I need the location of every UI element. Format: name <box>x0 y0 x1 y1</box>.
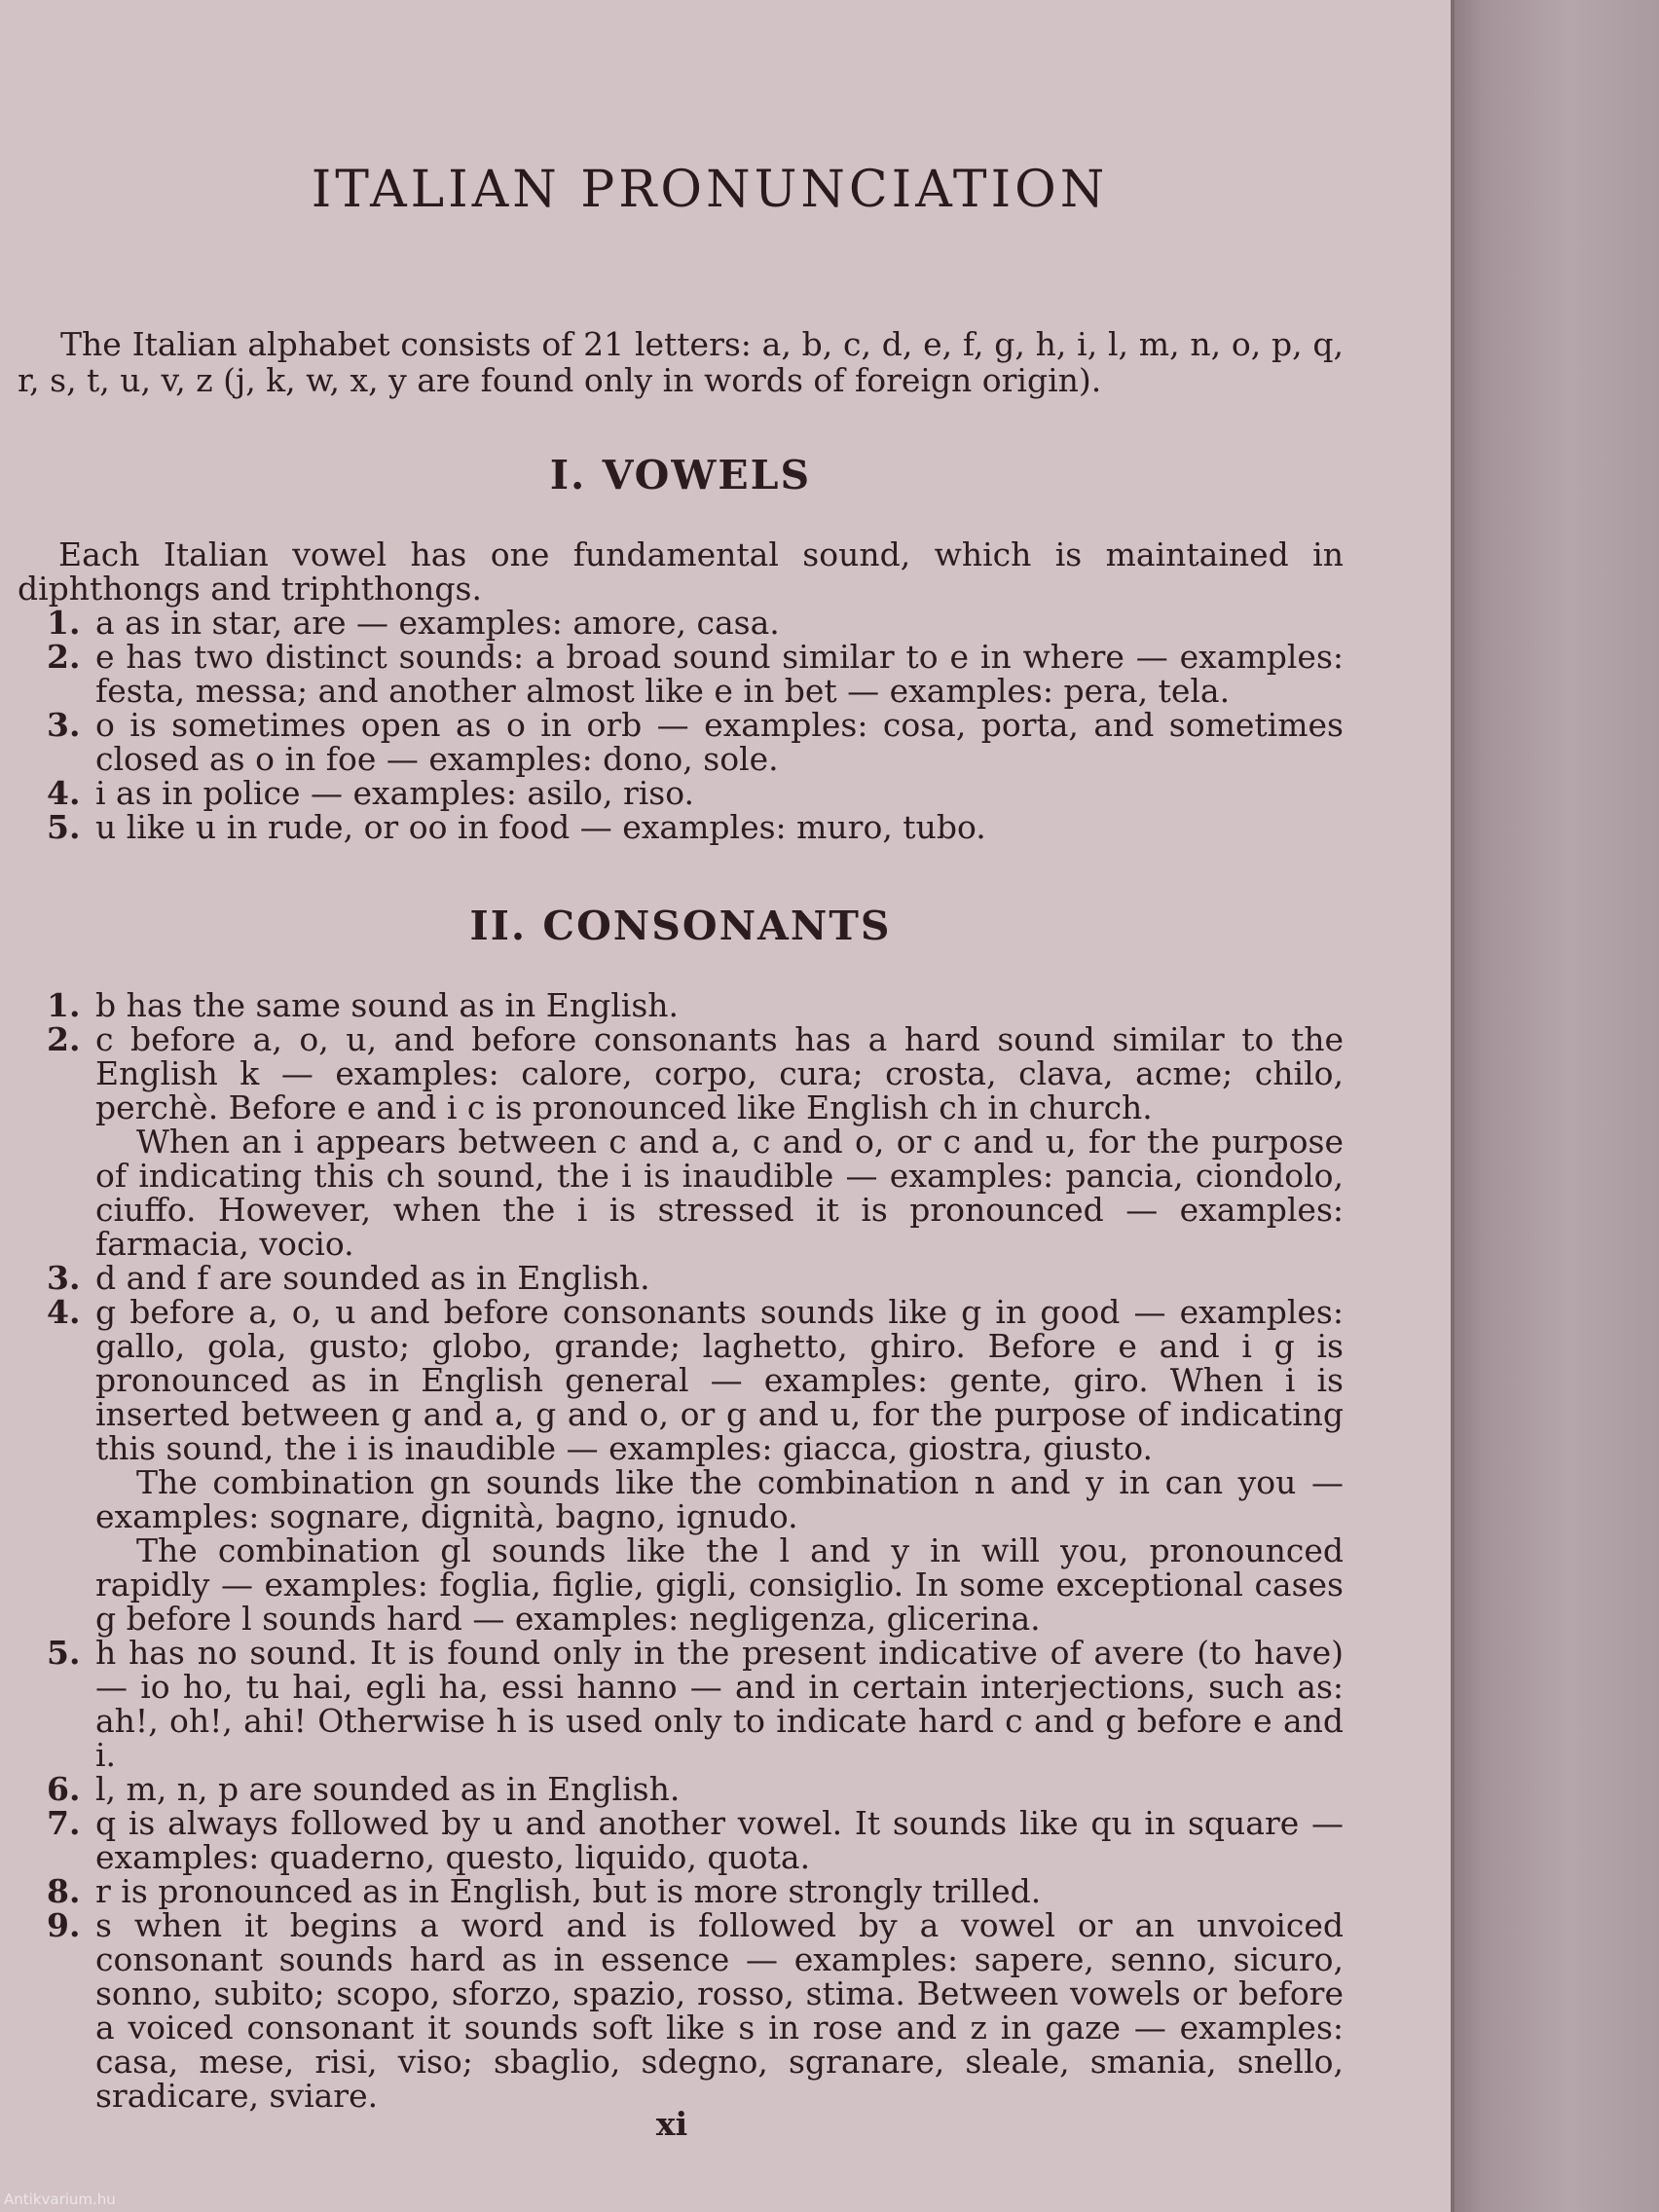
vowel-item-number: 3. <box>47 706 81 744</box>
consonant-list <box>18 988 1344 2113</box>
consonant-item-text: d and f are sounded as in English. <box>95 1259 650 1297</box>
consonant-item-number: 9. <box>47 1906 81 1944</box>
vowel-list <box>18 606 1344 844</box>
vowel-item-number: 5. <box>47 808 81 846</box>
consonant-item <box>18 1261 1344 1295</box>
consonant-item-number: 5. <box>47 1634 81 1672</box>
consonant-item-number: 6. <box>47 1770 81 1808</box>
consonant-item-subparagraph: When an i appears between c and a, c and o, or c and u, for the purpose of indicating this ch sound, the i is inaudible — examples: pancia, ciondolo, ciuffo. However, when the i is stressed it is pronounced — examples: farmacia, vocio. <box>95 1123 1344 1263</box>
consonant-item-number: 4. <box>47 1293 81 1331</box>
consonant-item-text: c before a, o, u, and before consonants has a hard sound similar to the English k — examples: calore, corpo, cura; crosta, clava, acme; chilo, perchè. Before e and i c is pronounced like English ch in church. <box>95 1020 1344 1126</box>
consonant-item <box>18 1295 1344 1636</box>
vowel-item <box>18 776 1344 810</box>
consonant-item <box>18 1908 1344 2113</box>
consonants-heading: II. CONSONANTS <box>469 903 892 949</box>
vowel-item-text: e has two distinct sounds: a broad sound similar to e in where — examples: festa, messa; and another almost like e in bet — examples: pera, tela. <box>95 638 1344 710</box>
alphabet-intro: The Italian alphabet consists of 21 letters: a, b, c, d, e, f, g, h, i, l, m, n, o, p, q, r, s, t, u, v, z (j, k, w, x, y are found only in words of foreign origin). <box>18 325 1344 399</box>
consonant-item <box>18 988 1344 1022</box>
consonant-item <box>18 1874 1344 1908</box>
page-number: xi <box>655 2105 688 2143</box>
vowel-item <box>18 708 1344 776</box>
vowel-item-number: 1. <box>47 604 81 642</box>
vowel-item <box>18 640 1344 708</box>
page-edge-line <box>1451 0 1455 2212</box>
consonant-item-number: 2. <box>47 1020 81 1058</box>
page-edge-shadow <box>1454 0 1659 2212</box>
consonant-item <box>18 1772 1344 1806</box>
consonant-item-text: b has the same sound as in English. <box>95 986 679 1024</box>
consonant-item-number: 3. <box>47 1259 81 1297</box>
vowel-item-text: u like u in rude, or oo in food — examples: muro, tubo. <box>95 808 986 846</box>
vowel-item-text: i as in police — examples: asilo, riso. <box>95 774 694 812</box>
consonant-item-subparagraph: The combination gn sounds like the combination n and y in can you — examples: sognare, dignità, bagno, ignudo. <box>95 1463 1344 1535</box>
consonant-item-subparagraph: The combination gl sounds like the l and y in will you, pronounced rapidly — examples: foglia, figlie, gigli, consiglio. In some exceptional cases g before l sounds hard — examples: negligenza, glicerina. <box>95 1531 1344 1638</box>
consonant-item-number: 7. <box>47 1804 81 1842</box>
page-title: ITALIAN PRONUNCIATION <box>311 161 1109 219</box>
consonant-item-number: 1. <box>47 986 81 1024</box>
vowel-item-number: 2. <box>47 638 81 676</box>
page-content <box>18 161 1344 2113</box>
vowel-item-number: 4. <box>47 774 81 812</box>
consonant-item <box>18 1636 1344 1772</box>
consonant-item-text: l, m, n, p are sounded as in English. <box>95 1770 681 1808</box>
consonant-item-text: q is always followed by u and another vowel. It sounds like qu in square — examples: quaderno, questo, liquido, quota. <box>95 1804 1344 1876</box>
consonant-item <box>18 1806 1344 1874</box>
vowel-item <box>18 810 1344 844</box>
vowel-item-text: a as in star, are — examples: amore, casa. <box>95 604 780 642</box>
vowel-item-text: o is sometimes open as o in orb — examples: cosa, porta, and sometimes closed as o in foe — examples: dono, sole. <box>95 706 1344 778</box>
consonant-item-text: s when it begins a word and is followed by a vowel or an unvoiced consonant sounds hard as in essence — examples: sapere, senno, sicuro, sonno, subito; scopo, sforzo, spazio, rosso, stima. Between vowels or before a voiced consonant it sounds soft like s in rose and z in gaze — examples: casa, mese, risi, viso; sbaglio, sdegno, sgranare, sleale, smania, snello, sradicare, sviare. <box>95 1906 1344 2115</box>
watermark-text: Antikvarium.hu <box>4 2191 116 2208</box>
consonant-item-text: r is pronounced as in English, but is more strongly trilled. <box>95 1872 1042 1910</box>
vowel-item <box>18 606 1344 640</box>
vowels-heading: I. VOWELS <box>549 452 812 498</box>
consonant-item <box>18 1022 1344 1261</box>
vowels-intro: Each Italian vowel has one fundamental sound, which is maintained in diphthongs and triphthongs. <box>18 535 1344 608</box>
consonant-item-number: 8. <box>47 1872 81 1910</box>
consonant-item-text: g before a, o, u and before consonants sounds like g in good — examples: gallo, gola, gusto; globo, grande; laghetto, ghiro. Before e and i g is pronounced as in English general — examples: gente, giro. When i is inserted between g and a, g and o, or g and u, for the purpose of indicating this sound, the i is inaudible — examples: giacca, giostra, giusto. <box>95 1293 1344 1467</box>
consonant-item-text: h has no sound. It is found only in the present indicative of avere (to have) — io ho, tu hai, egli ha, essi hanno — and in certain interjections, such as: ah!, oh!, ahi! Otherwise h is used only to indicate hard c and g before e and i. <box>95 1634 1344 1774</box>
